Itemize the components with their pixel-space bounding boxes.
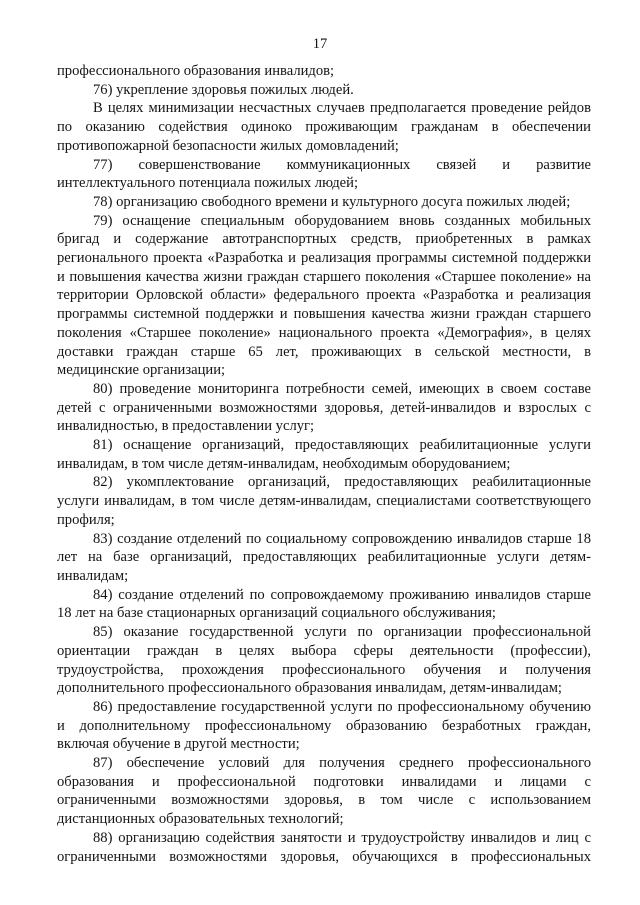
list-item-81: 81) оснащение организаций, предоставляющих реабилитационные услуги инвалидам, в том числе детям-инвалидам, необходимым оборудованием; [57,437,591,472]
list-item-79: 79) оснащение специальным оборудованием вновь созданных мобильных бригад и содержание автотранспортных средств, приобретенных в рамках регионального проекта «Разработка и реализация программы системной поддержки и повышения качества жизни граждан старшего поколения «Старшее поколение» на территории Орловской области» федерального проекта «Разработка и реализация программы системной поддержки и повышения качества жизни граждан старшего поколения «Старшее поколение» национального проекта «Демография», в целях доставки граждан старше 65 лет, проживающих в сельской местности, в медицинские организации; [57,212,591,379]
list-item-83: 83) создание отделений по социальному сопровождению инвалидов старше 18 лет на базе организаций, предоставляющих реабилитационные услуги детям-инвалидам; [57,530,591,584]
list-item-87: 87) обеспечение условий для получения среднего профессионального образования и профессиональной подготовки инвалидами и лицами с ограниченными возможностями здоровья, в том числе с использованием дистанционных образовательных технологий; [57,755,591,828]
list-item-86: 86) предоставление государственной услуги по профессиональному обучению и дополнительному профессиональному образованию безработных граждан, включая обучение в другой местности; [57,698,591,753]
list-item-77: 77) совершенствование коммуникационных связей и развитие интеллектуального потенциала пожилых людей; [57,156,591,192]
list-item-84: 84) создание отделений по сопровождаемому проживанию инвалидов старше 18 лет на базе стационарных организаций социального обслуживания; [57,586,591,622]
list-item-80: 80) проведение мониторинга потребности семей, имеющих в своем составе детей с ограниченными возможностями здоровья, детей-инвалидов и взрослых с инвалидностью, в предоставлении услуг; [57,380,591,435]
list-item-85: 85) оказание государственной услуги по организации профессиональной ориентации граждан в целях выбора сферы деятельности (профессии), трудоустройства, прохождения профессионального обучения и получения дополнительного профессионального образования инвалидам, детям-инвалидам; [57,624,591,697]
list-item-76: 76) укрепление здоровья пожилых людей. [93,81,354,98]
paragraph-continuation: профессионального образования инвалидов; [57,63,335,79]
page-number: 17 [312,36,328,52]
list-item-88: 88) организацию содействия занятости и трудоустройству инвалидов и лиц с ограниченными возможностями здоровья, обучающихся в профессиональных [57,829,591,865]
list-item-82: 82) укомплектование организаций, предоставляющих реабилитационные услуги инвалидам, в том числе детям-инвалидам, специалистами соответствующего профиля; [57,474,591,528]
paragraph-fire-safety: В целях минимизации несчастных случаев предполагается проведение рейдов по оказанию содействия одиноко проживающим гражданам в обеспечении противопожарной безопасности жилых домовладений; [57,100,591,154]
list-item-78: 78) организацию свободного времени и культурного досуга пожилых людей; [93,193,571,210]
document-body [57,62,591,866]
